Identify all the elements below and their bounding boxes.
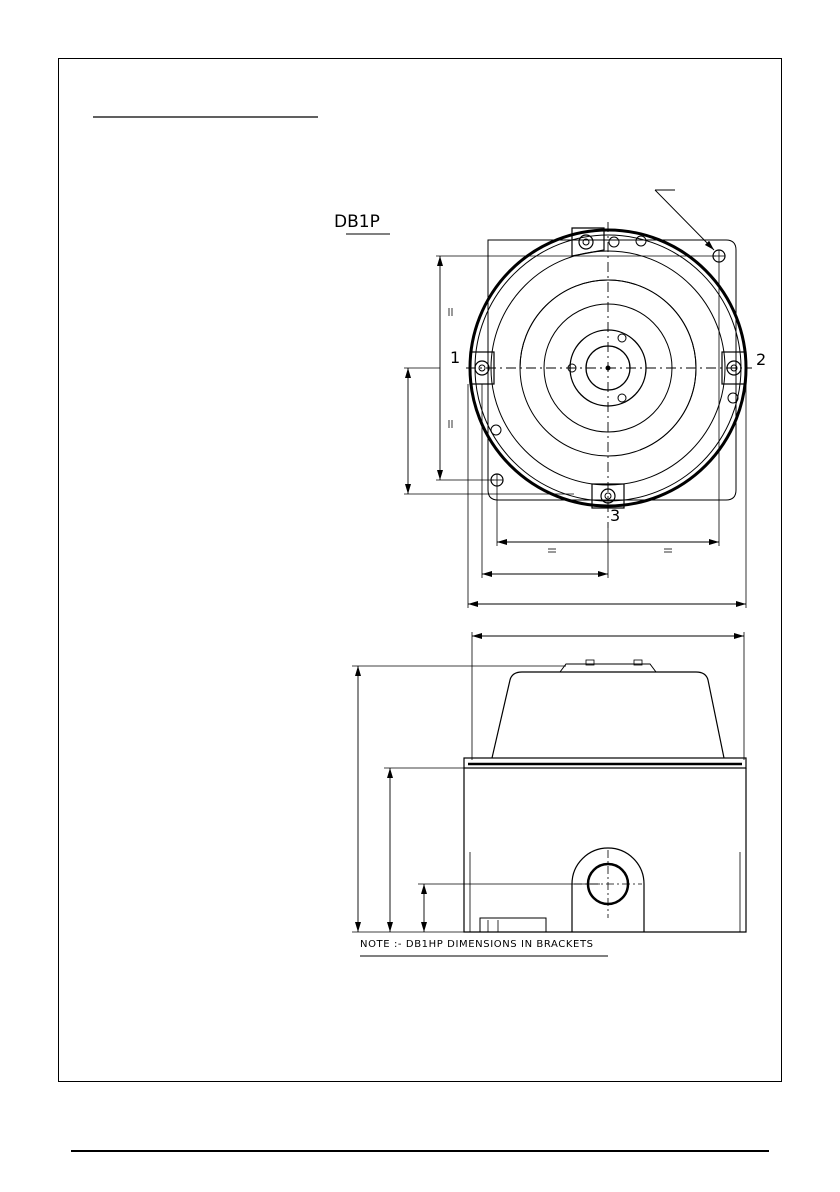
drawing-title: DB1P [334, 212, 380, 232]
rim-screw-1 [636, 236, 646, 246]
hole-label-3: 3 [610, 506, 621, 525]
rim-screw-3 [491, 425, 501, 435]
footer-rule [71, 1150, 769, 1152]
hole-label-1: 1 [450, 348, 461, 367]
plan-view [404, 190, 752, 608]
dimensions-note: NOTE :- DB1HP DIMENSIONS IN BRACKETS [360, 939, 594, 950]
side-view [352, 632, 746, 932]
hole-label-2: 2 [756, 350, 767, 369]
rim-screw-4 [609, 237, 619, 247]
hub-screw-3 [618, 394, 626, 402]
body-box [464, 768, 746, 932]
dome-cover [492, 672, 724, 758]
hub-screw-1 [618, 334, 626, 342]
label-plate [480, 918, 546, 932]
base-plate-outline [488, 240, 736, 500]
